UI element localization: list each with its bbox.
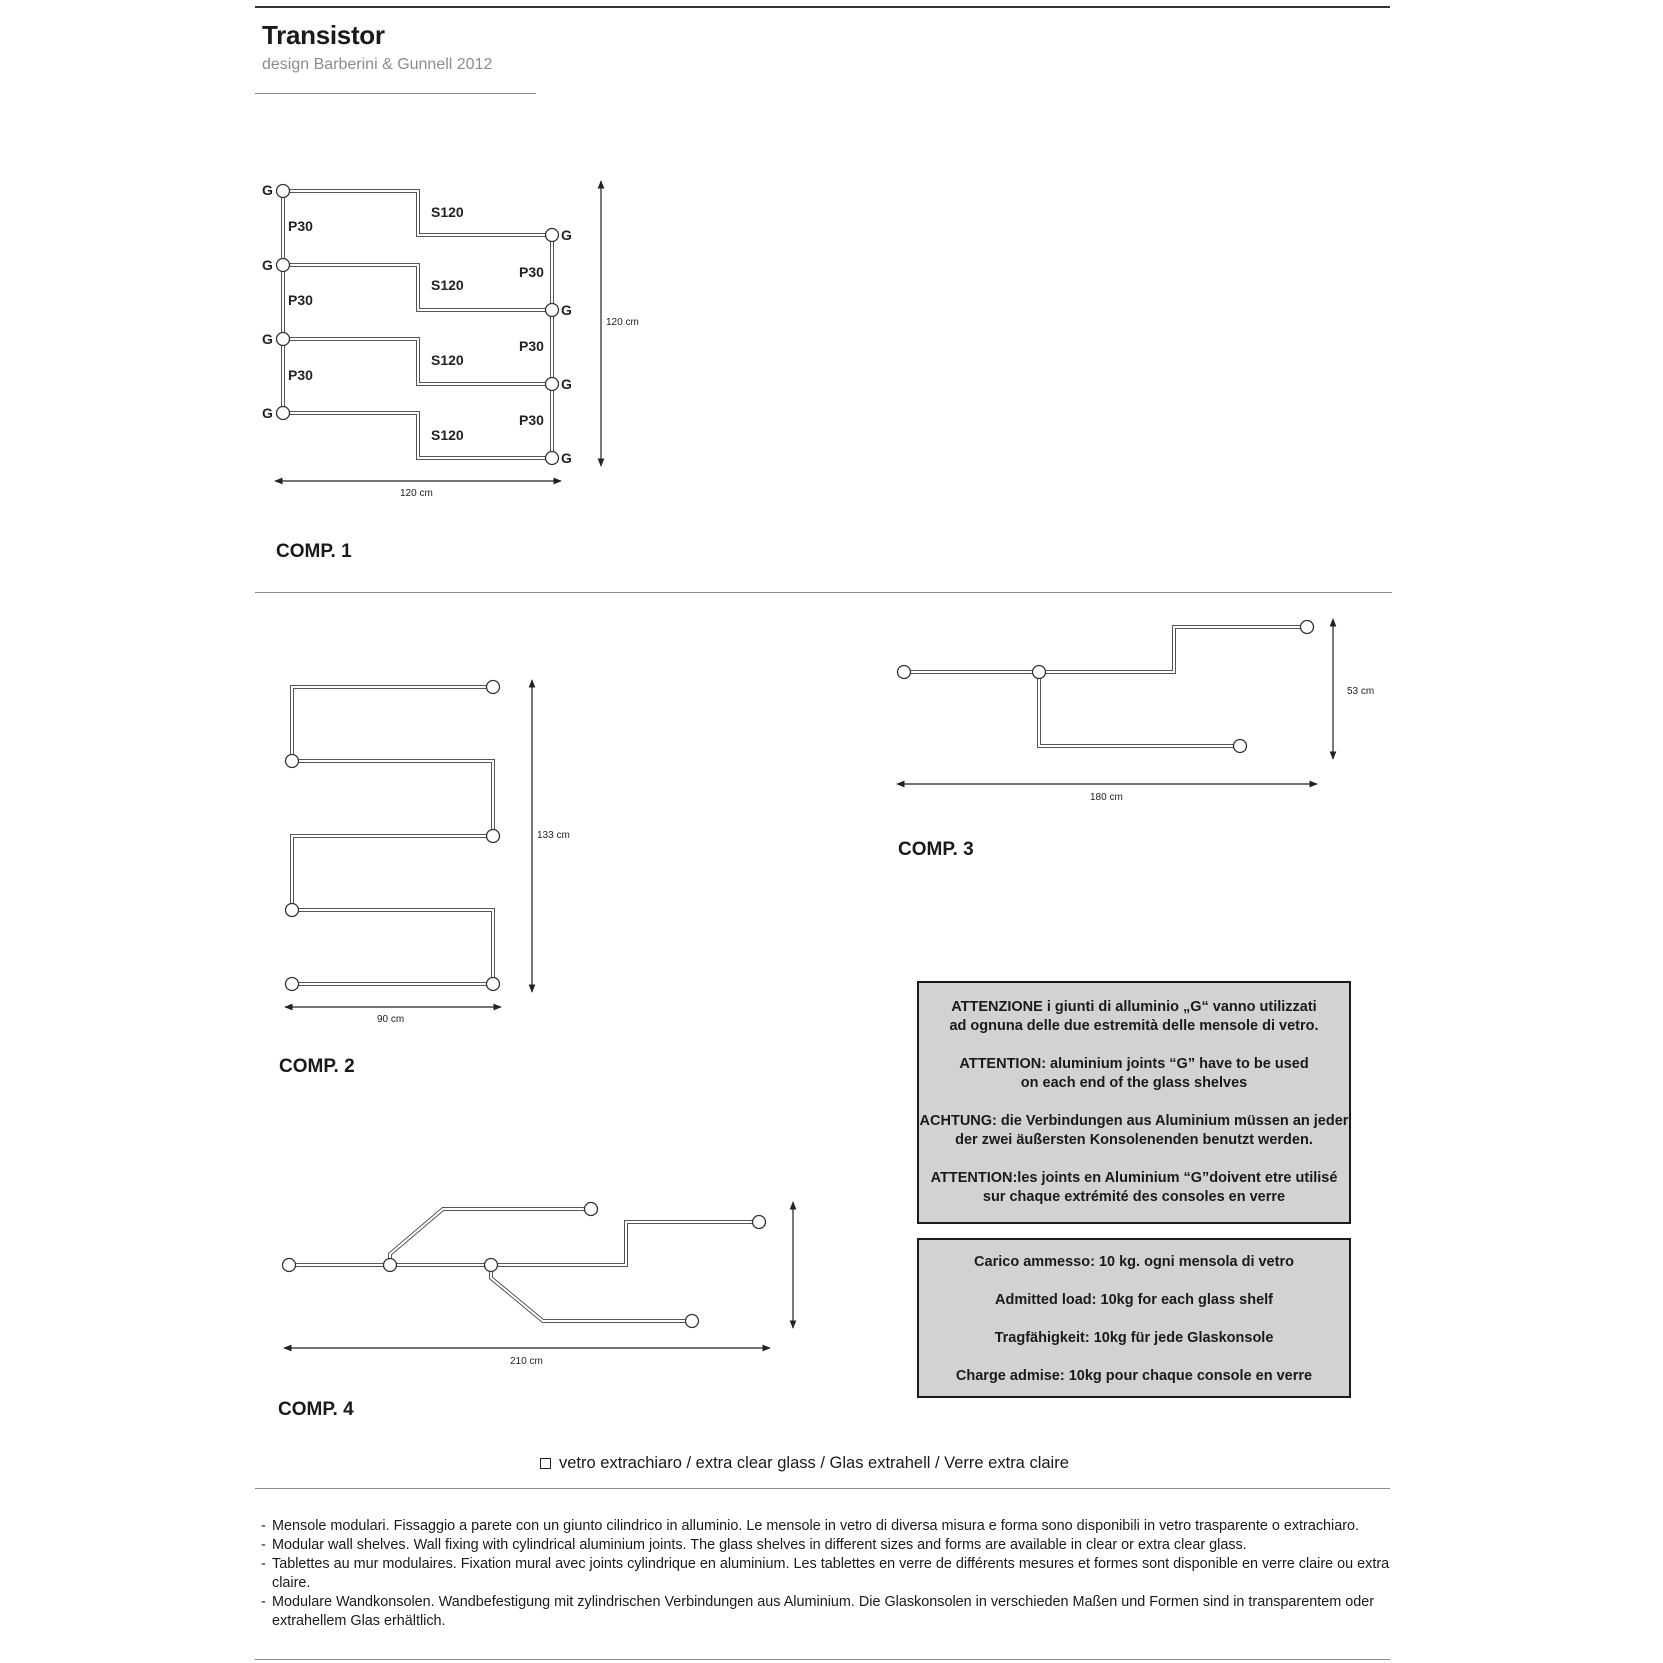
comp3-diagram: [904, 627, 1307, 746]
joint: [487, 978, 500, 991]
legend-rule: [255, 1488, 1390, 1489]
load-english: Admitted load: 10kg for each glass shelf: [995, 1292, 1273, 1308]
comp3-height-label: 53 cm: [1347, 686, 1375, 697]
product-designer: design Barberini & Gunnell 2012: [262, 56, 493, 73]
joint: [286, 755, 299, 768]
comp3-dimensions: [897, 619, 1333, 784]
comp3-label: COMP. 3: [898, 839, 974, 860]
joint-label: G: [262, 331, 273, 347]
joint: [487, 681, 500, 694]
comp1-label: COMP. 1: [276, 541, 352, 562]
joint: [546, 378, 559, 391]
comp2-label: COMP. 2: [279, 1056, 355, 1077]
warning-french: ATTENTION:les joints en Aluminium “G”doivent etre utilisé sur chaque extrémité des consoles en verre: [930, 1170, 1338, 1205]
legend-text: vetro extrachiaro / extra clear glass / Glas extrahell / Verre extra claire: [559, 1454, 1069, 1472]
post-label: P30: [288, 292, 313, 308]
shelf-label: S120: [431, 427, 464, 443]
comp2-height-label: 133 cm: [537, 830, 570, 841]
note-italian: - Mensole modulari. Fissaggio a parete con un giunto cilindrico in alluminio. Le mensole in vetro di diversa misura e forma sono disponibili in vetro trasparente o extrachiaro.: [261, 1518, 1360, 1534]
joint-label: G: [262, 182, 273, 198]
comp1-width-label: 120 cm: [400, 488, 433, 499]
load-german: Tragfähigkeit: 10kg für jede Glaskonsole: [994, 1330, 1274, 1346]
post-label: P30: [288, 367, 313, 383]
warning-box: [917, 981, 1351, 1224]
joint: [585, 1203, 598, 1216]
section-divider: [255, 592, 1392, 593]
warning-english: ATTENTION: aluminium joints “G” have to be used on each end of the glass shelves: [959, 1056, 1309, 1091]
note-german: - Modulare Wandkonsolen. Wandbefestigung mit zylindrischen Verbindungen aus Aluminium. Die Glaskonsolen in verschieden Maßen und Formen sind in transparentem oder extrahellem Glas erhältlich.: [261, 1594, 1375, 1629]
joint-label: G: [561, 227, 572, 243]
comp1-height-label: 120 cm: [606, 317, 639, 328]
joint-label: G: [561, 302, 572, 318]
shelf-label: S120: [431, 352, 464, 368]
load-italian: Carico ammesso: 10 kg. ogni mensola di vetro: [974, 1254, 1294, 1270]
comp2-width-label: 90 cm: [377, 1014, 405, 1025]
joint: [384, 1259, 397, 1272]
note-french: - Tablettes au mur modulaires. Fixation mural avec joints cylindrique en aluminium. Les tablettes en verre de différents mesures et formes sont disponible en verre claire ou extra claire.: [261, 1556, 1390, 1591]
joint: [277, 407, 290, 420]
shelf-label: S120: [431, 277, 464, 293]
joint: [485, 1259, 498, 1272]
post-label: P30: [519, 264, 544, 280]
joint: [1301, 621, 1314, 634]
load-french: Charge admise: 10kg pour chaque console en verre: [955, 1368, 1313, 1384]
joint: [1033, 666, 1046, 679]
joint-label: G: [262, 257, 273, 273]
joint: [283, 1259, 296, 1272]
joint: [487, 830, 500, 843]
joint: [686, 1315, 699, 1328]
comp4-width-label: 210 cm: [510, 1356, 543, 1367]
joint: [277, 333, 290, 346]
joint: [898, 666, 911, 679]
joint: [277, 259, 290, 272]
joint: [1234, 740, 1247, 753]
post-label: P30: [288, 218, 313, 234]
joint-label: G: [262, 405, 273, 421]
product-title: Transistor: [262, 20, 385, 50]
joint: [277, 185, 290, 198]
warning-german: ACHTUNG: die Verbindungen aus Aluminium müssen an jeder der zwei äußersten Konsolenenden benutzt werden.: [919, 1113, 1349, 1148]
shelf-label: S120: [431, 204, 464, 220]
joint: [286, 904, 299, 917]
comp1-diagram-inner: [283, 191, 552, 458]
comp3-joints: [898, 621, 1314, 753]
joint: [546, 229, 559, 242]
glass-legend: [540, 1454, 1069, 1473]
joint-label: G: [561, 450, 572, 466]
post-label: P30: [519, 338, 544, 354]
comp4-label: COMP. 4: [278, 1399, 354, 1420]
joint-label: G: [561, 376, 572, 392]
joint: [546, 452, 559, 465]
note-english: - Modular wall shelves. Wall fixing with cylindrical aluminium joints. The glass shelves in different sizes and forms are available in clear or extra clear glass.: [261, 1537, 1247, 1553]
post-label: P30: [519, 412, 544, 428]
joint: [286, 978, 299, 991]
legend-square-icon: [540, 1458, 551, 1469]
warning-italian: ATTENZIONE i giunti di alluminio „G“ vanno utilizzati ad ognuna delle due estremità delle mensole di vetro.: [949, 999, 1319, 1034]
joint: [753, 1216, 766, 1229]
load-box: [917, 1238, 1351, 1398]
description-notes: [261, 1517, 1401, 1631]
comp3-width-label: 180 cm: [1090, 792, 1123, 803]
joint: [546, 304, 559, 317]
bottom-rule: [255, 1659, 1390, 1660]
